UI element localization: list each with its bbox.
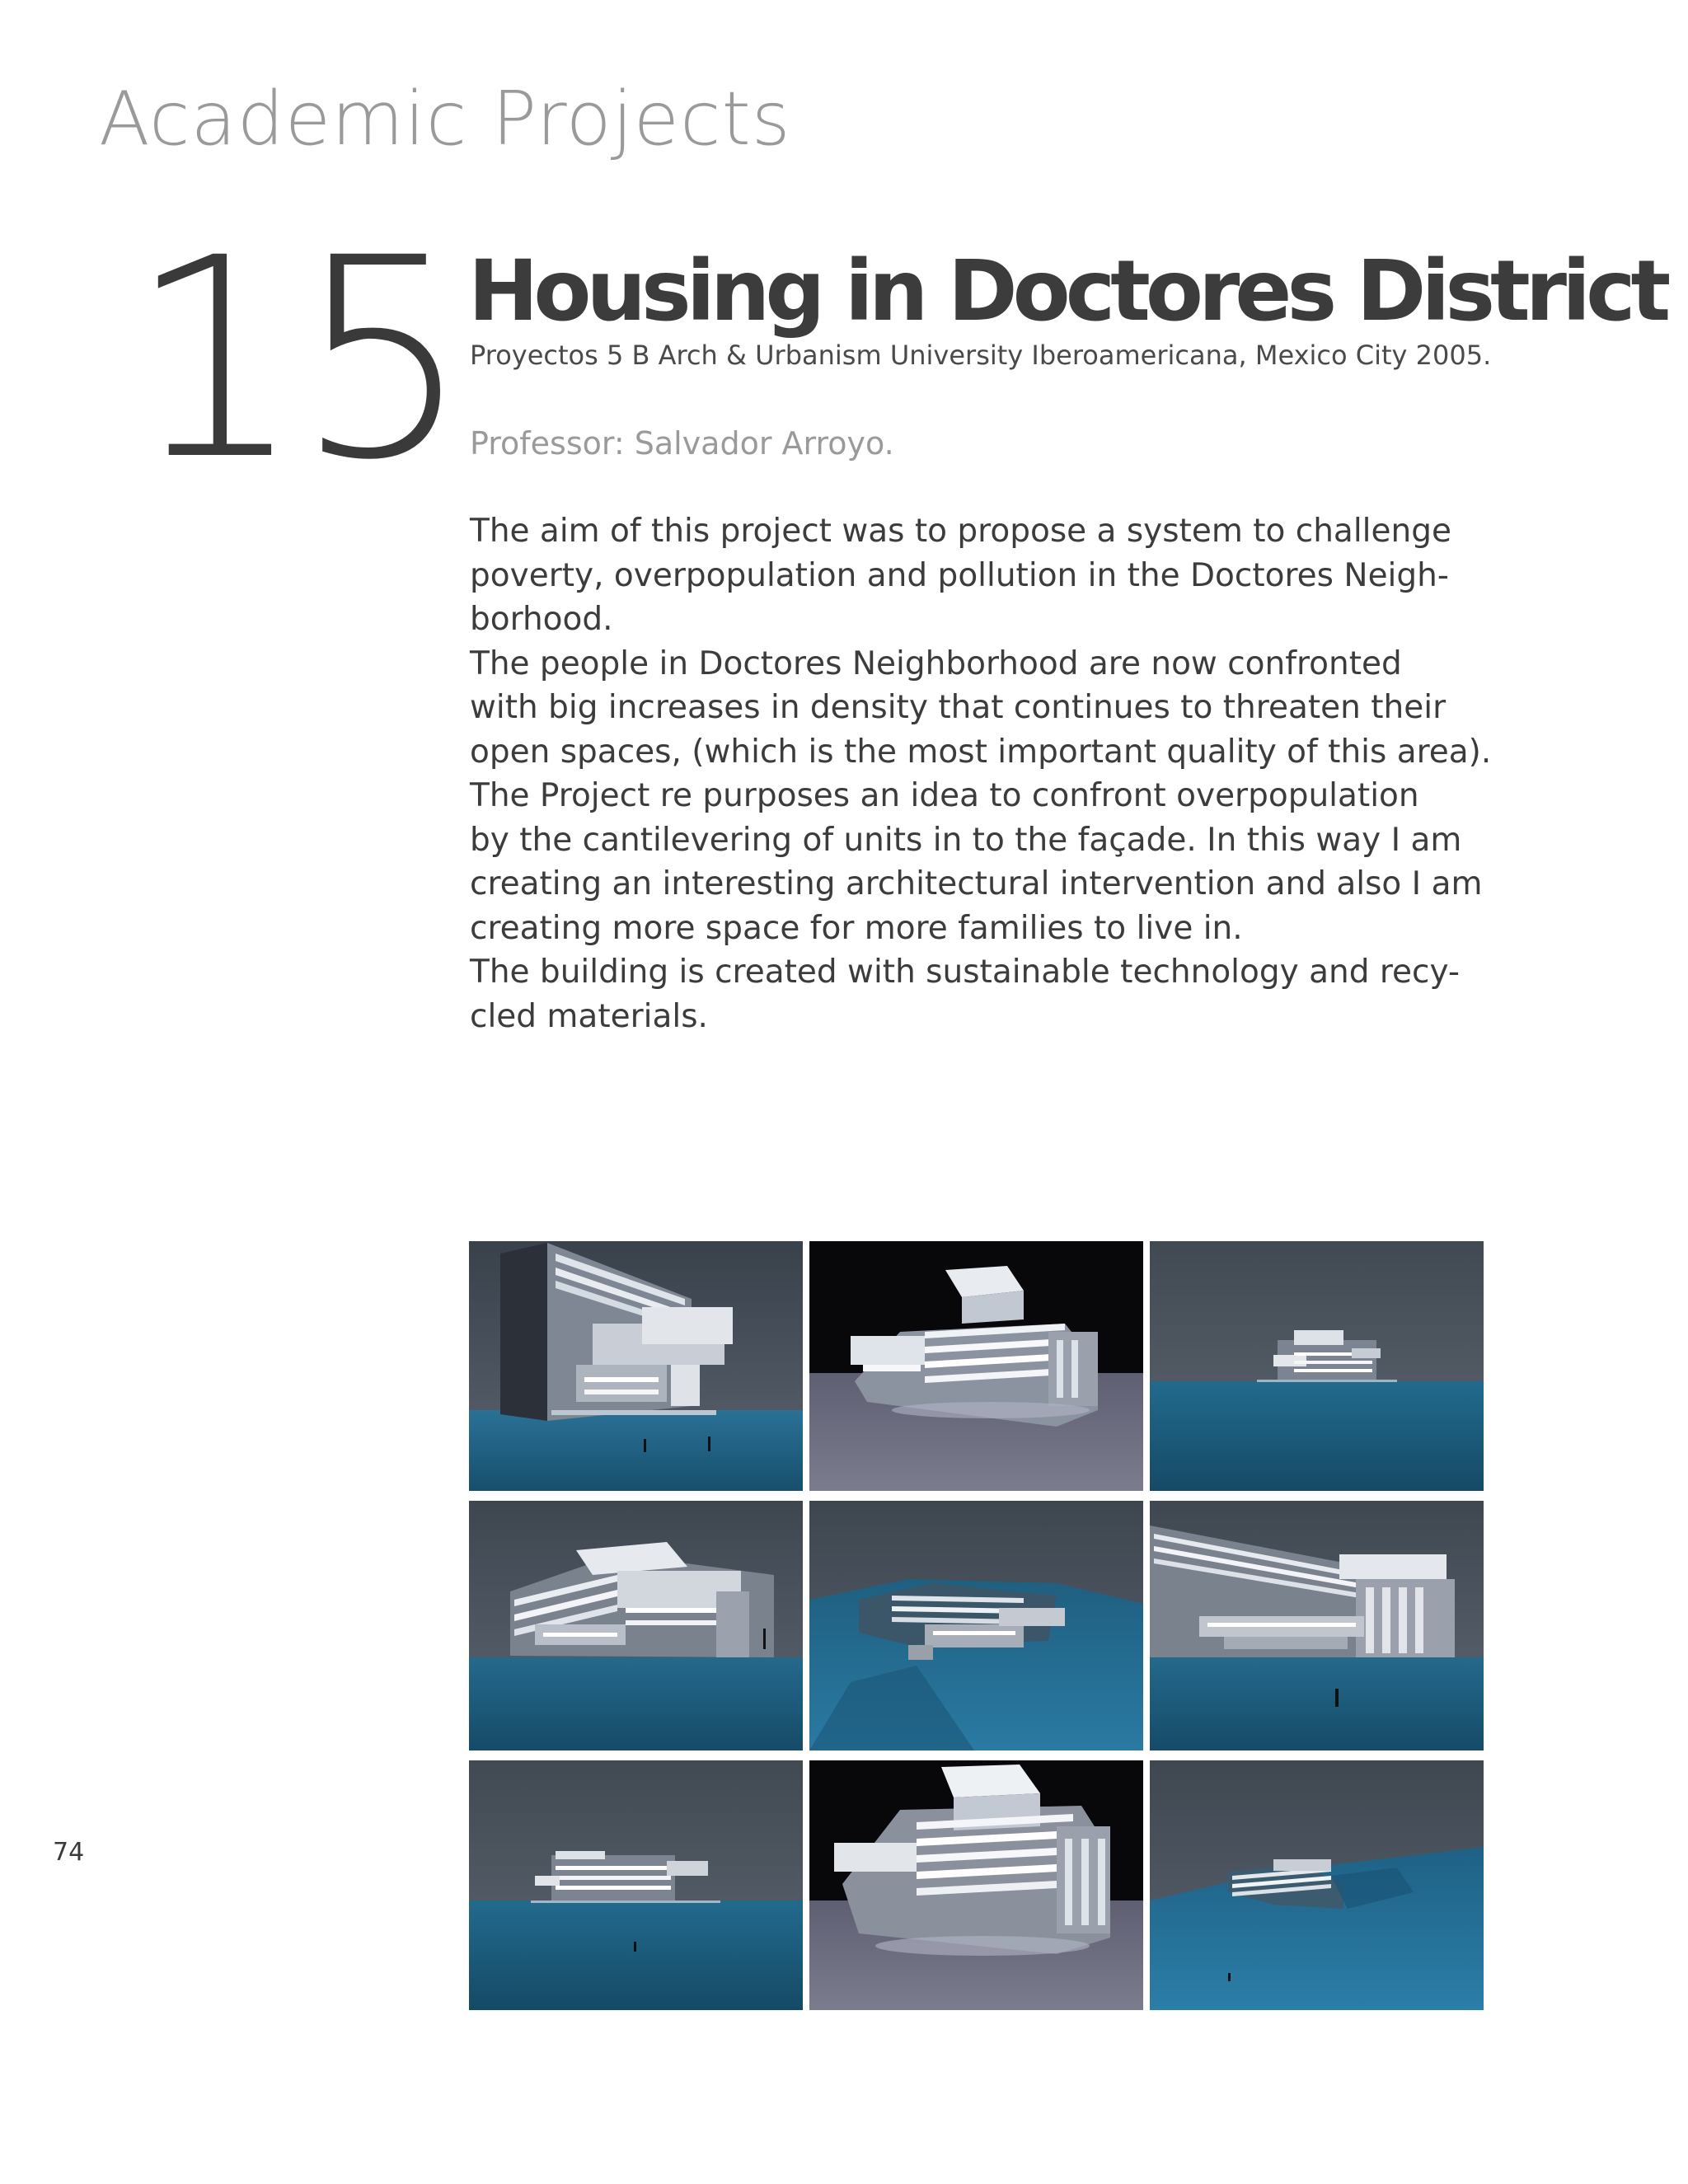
description-line: The Project re purposes an idea to confront overpopulation (470, 777, 1419, 814)
project-subtitle: Proyectos 5 B Arch & Urbanism University Iberoamericana, Mexico City 2005. (470, 340, 1492, 371)
section-title: Academic Projects (99, 76, 791, 162)
render-image-2 (809, 1241, 1143, 1491)
description-line: creating more space for more families to live in. (470, 909, 1243, 947)
description-line: creating an interesting architectural intervention and also I am (470, 865, 1483, 902)
render-image-5 (809, 1501, 1143, 1750)
professor-credit: Professor: Salvador Arroyo. (470, 425, 894, 462)
description-line: The building is created with sustainable technology and recy- (470, 954, 1460, 991)
description-line: borhood. (470, 601, 613, 638)
description-line: poverty, overpopulation and pollution in the Doctores Neigh- (470, 556, 1449, 594)
description-line: The aim of this project was to propose a system to challenge (470, 513, 1451, 550)
project-title: Housing in Doctores District (468, 242, 1667, 340)
description-line: by the cantilevering of units in to the façade. In this way I am (470, 821, 1462, 859)
project-number: 15 (128, 199, 463, 521)
description-line: with big increases in density that continues to threaten their (470, 689, 1447, 726)
description-line: open spaces, (which is the most important quality of this area). (470, 733, 1492, 771)
render-image-3 (1150, 1241, 1484, 1491)
render-gallery (469, 1241, 1484, 2010)
render-image-6 (1150, 1501, 1484, 1750)
render-image-7 (469, 1760, 803, 2010)
render-image-4 (469, 1501, 803, 1750)
description-line: The people in Doctores Neighborhood are now confronted (470, 644, 1402, 682)
render-image-9 (1150, 1760, 1484, 2010)
project-description (470, 509, 1492, 1038)
description-line: cled materials. (470, 997, 708, 1035)
render-image-1 (469, 1241, 803, 1491)
render-image-8 (809, 1760, 1143, 2010)
page-number: 74 (53, 1838, 85, 1867)
